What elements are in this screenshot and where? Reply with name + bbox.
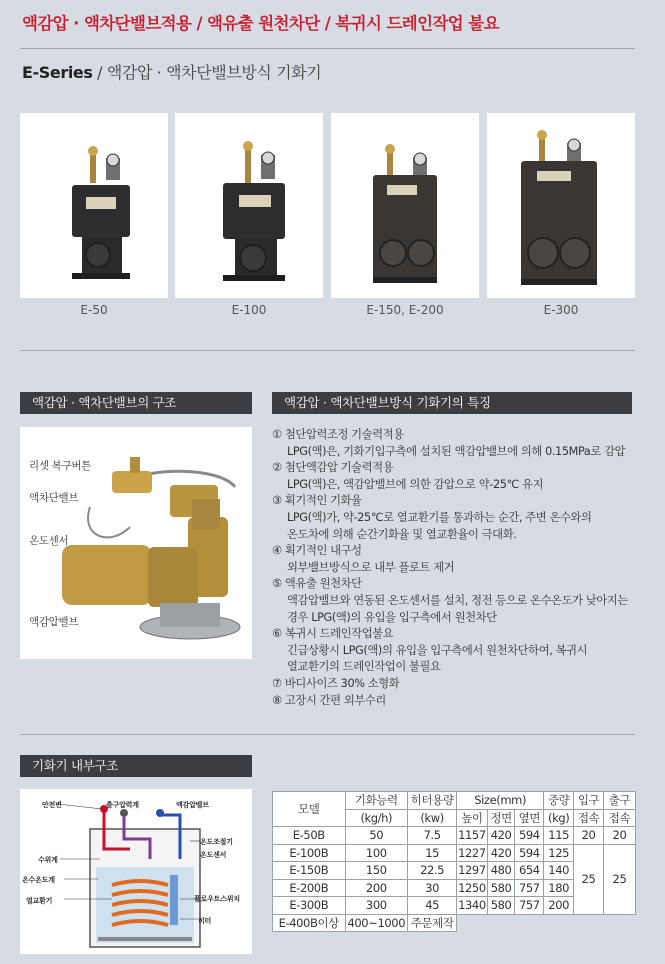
cell-heater: 7.5 (408, 827, 457, 845)
cell-side: 594 (515, 827, 544, 845)
spec-table (272, 791, 636, 932)
valve-label-temp-sensor: 온도센서 (29, 535, 69, 547)
cell-side: 594 (515, 844, 544, 862)
feature-title: ④ 획기적인 내구성 (272, 544, 362, 558)
header-outlet-2: 접속 (603, 809, 635, 827)
cell-heater: 주문제작 (408, 914, 457, 932)
header-model: 모델 (273, 792, 346, 827)
diagram-label-reducing-valve: 액감압밸브 (176, 801, 209, 809)
valve-label-shutoff-valve: 액차단밸브 (29, 492, 79, 504)
header-inlet: 입구 (574, 792, 604, 810)
diagram-label-outlet-gauge: 출구압력계 (106, 801, 139, 809)
diagram-label-safety-valve: 안전변 (42, 801, 62, 809)
bottom-divider (20, 734, 635, 735)
cell-model: E-150B (273, 862, 346, 880)
cell-height: 1227 (458, 845, 486, 860)
cell-weight: 115 (544, 827, 574, 845)
feature-item (272, 676, 652, 693)
cell-inlet-merged: 25 (574, 844, 604, 914)
feature-item (272, 460, 652, 493)
feature-desc: 열교환기의 드레인작업이 불필요 (287, 660, 441, 674)
feature-title: ② 첨단액감압 기술력적용 (272, 461, 394, 475)
cell-outlet-merged: 25 (603, 844, 635, 914)
cell-weight: 200 (544, 897, 574, 915)
series-subtitle (22, 60, 321, 83)
header-inlet-2: 접속 (574, 809, 604, 827)
diagram-label-float-switch: 플로우트스위치 (194, 895, 240, 903)
cell-inlet: 20 (574, 827, 604, 845)
cell-capacity: 300 (345, 897, 408, 915)
feature-item (272, 493, 652, 543)
cell-front: 420 (487, 827, 515, 845)
internal-structure-diagram (20, 789, 252, 954)
valve-label-reset-button: 리셋 복구버튼 (29, 460, 92, 472)
cell-side: 654 (515, 862, 544, 880)
cell-model: E-50B (273, 827, 346, 845)
table-row (273, 914, 636, 932)
cell-model: E-400B이상 (273, 914, 346, 932)
header-outlet: 출구 (603, 792, 635, 810)
vaporizer-illustration (331, 113, 479, 298)
middle-divider (20, 350, 635, 351)
internal-diagram-illustration (20, 789, 252, 954)
feature-title: ⑤ 액유출 원천차단 (272, 577, 362, 591)
product-caption: E-150, E-200 (366, 303, 444, 317)
feature-item (272, 427, 652, 460)
diagram-label-water-thermometer: 온수온도계 (22, 876, 55, 884)
product-photo-e50 (20, 113, 168, 298)
product-photo-e150-e200 (331, 113, 479, 298)
header-height: 높이 (457, 809, 488, 827)
cell-height: 1250 (458, 880, 486, 895)
product-photo-e300 (487, 113, 635, 298)
feature-desc: 경우 LPG(액)의 유입을 입구측에서 원천차단 (287, 610, 497, 624)
header-capacity: 기화능력 (345, 792, 408, 810)
series-name: E-Series (22, 63, 93, 82)
cell-capacity: 50 (345, 827, 408, 845)
cell-side: 757 (515, 897, 544, 915)
cell-front: 580 (487, 897, 515, 915)
vaporizer-illustration (20, 113, 168, 298)
feature-desc: 외부밸브방식으로 내부 플로트 제거 (287, 560, 455, 574)
cell-height: 1157 (458, 828, 486, 843)
valve-label-reducing-valve: 액감압밸브 (29, 616, 79, 628)
feature-desc: LPG(액)가, 약-25℃로 열교환기를 통과하는 순간, 주변 온수와의 (287, 510, 592, 524)
cell-model: E-100B (273, 844, 346, 862)
feature-list (272, 427, 652, 709)
table-row (273, 827, 636, 845)
cell-heater: 30 (408, 879, 457, 897)
feature-desc: 액감압밸브와 연동된 온도센서를 설치, 정전 등으로 온수온도가 낮아지는 (287, 593, 628, 607)
cell-heater: 15 (408, 844, 457, 862)
cell-capacity: 200 (345, 879, 408, 897)
cell-front: 580 (487, 879, 515, 897)
cell-outlet: 20 (603, 827, 635, 845)
header-size: Size(mm) (457, 792, 544, 810)
feature-item (272, 543, 652, 576)
feature-desc: LPG(액)은, 액감압밸브에 의한 감압으로 약-25℃ 유지 (287, 477, 544, 491)
diagram-label-heater: 히터 (198, 917, 212, 925)
header-heater-unit: (kw) (408, 809, 457, 827)
diagram-label-temp-sensor: 온도센서 (200, 851, 227, 859)
feature-desc: LPG(액)은, 기화기입구측에 설치된 액감압밸브에 의해 0.15MPa로 감압 (287, 444, 626, 458)
header-weight-unit: (kg) (544, 809, 574, 827)
feature-title: ③ 획기적인 기화율 (272, 494, 362, 508)
cell-capacity: 150 (345, 862, 408, 880)
feature-title: ⑦ 바디사이즈 30% 소형화 (272, 676, 400, 690)
feature-title: ① 첨단압력조정 기술력적용 (272, 428, 404, 441)
cell-height: 1297 (458, 863, 486, 878)
section-title-structure: 액감압 · 액차단밸브의 구조 (20, 392, 252, 414)
feature-title: ⑥ 복귀시 드레인작업불요 (272, 627, 394, 641)
header-side: 옆면 (515, 809, 544, 827)
cell-front: 420 (487, 844, 515, 862)
table-row (273, 844, 636, 862)
diagram-label-heat-exchanger: 열교환기 (26, 897, 53, 905)
vaporizer-illustration (175, 113, 323, 298)
header-heater: 히터용량 (408, 792, 457, 810)
feature-item (272, 693, 652, 710)
feature-title: ⑧ 고장시 간편 외부수리 (272, 693, 386, 707)
header-front: 정면 (487, 809, 515, 827)
cell-capacity: 400~1000 (345, 914, 408, 932)
cell-front: 480 (487, 862, 515, 880)
cell-side: 757 (515, 879, 544, 897)
feature-item (272, 626, 652, 676)
vaporizer-illustration (487, 113, 635, 298)
product-photo-e100 (175, 113, 323, 298)
cell-heater: 45 (408, 897, 457, 915)
section-title-internal: 기화기 내부구조 (20, 755, 252, 777)
product-caption: E-300 (543, 303, 579, 317)
top-divider (20, 48, 635, 49)
feature-desc: 온도차에 의해 순간기화율 및 열교환율이 극대화. (287, 527, 517, 541)
section-title-features: 액감압 · 액차단밸브방식 기화기의 특징 (272, 392, 632, 414)
product-caption: E-50 (80, 303, 108, 317)
cell-weight: 180 (544, 879, 574, 897)
cell-heater: 22.5 (408, 862, 457, 880)
cell-weight: 140 (544, 862, 574, 880)
cell-weight: 125 (544, 844, 574, 862)
headline: 액감압 · 액차단밸브적용 / 액유출 원천차단 / 복귀시 드레인작업 불요 (22, 14, 499, 33)
product-caption: E-100 (231, 303, 267, 317)
cell-capacity: 100 (345, 844, 408, 862)
feature-desc: 긴급상황시 LPG(액)의 유입을 입구측에서 원천차단하여, 복귀시 (287, 643, 588, 657)
series-description: / 액감압 · 액차단밸브방식 기화기 (92, 63, 322, 82)
cell-model: E-300B (273, 897, 346, 915)
cell-model: E-200B (273, 879, 346, 897)
cell-empty (457, 914, 636, 932)
cell-height: 1340 (458, 898, 486, 913)
diagram-label-temp-controller: 온도조절기 (200, 838, 233, 846)
diagram-label-water-gauge: 수위계 (38, 856, 58, 864)
header-weight: 중량 (544, 792, 574, 810)
header-capacity-unit: (kg/h) (345, 809, 408, 827)
feature-item (272, 576, 652, 626)
